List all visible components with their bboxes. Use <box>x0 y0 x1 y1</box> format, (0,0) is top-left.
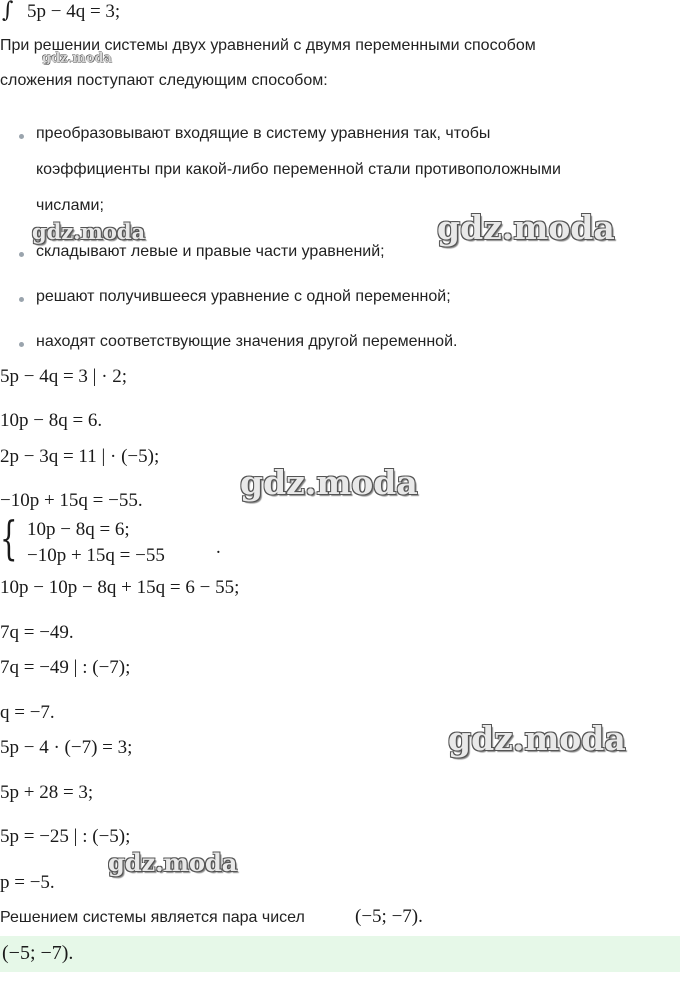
answer-value: (−5; −7). <box>2 942 74 964</box>
intro-line-2: сложения поступают следующим способом: <box>0 72 328 89</box>
bullet-2: складывают левые и правые части уравнений; <box>36 243 385 260</box>
math-line-6: 7q = −49. <box>0 622 74 643</box>
bullet-icon <box>19 297 24 302</box>
bullet-1-line-1: преобразовывают входящие в систему уравнения так, чтобы <box>36 125 491 142</box>
math-line-1: 5p − 4q = 3 | · 2; <box>0 366 128 387</box>
system-brace: { <box>0 511 18 565</box>
math-line-4: −10p + 15q = −55. <box>0 490 143 511</box>
math-line-8: q = −7. <box>0 702 55 723</box>
bullet-icon <box>19 252 24 257</box>
bullet-1-line-3: числами; <box>36 197 104 214</box>
watermark-logo: gdz.moda <box>437 208 615 247</box>
watermark-logo: gdz.moda <box>240 463 418 502</box>
watermark-logo: gdz.moda <box>42 51 113 66</box>
system-eq-1: 10p − 8q = 6; <box>27 519 130 540</box>
math-line-3: 2p − 3q = 11 | · (−5); <box>0 446 160 467</box>
equation-top: 5p − 4q = 3; <box>27 1 121 22</box>
math-line-5: 10p − 10p − 8q + 15q = 6 − 55; <box>0 577 240 598</box>
bullet-1-line-2: коэффициенты при какой-либо переменной стали противоположными <box>36 161 561 178</box>
bullet-icon <box>19 342 24 347</box>
system-eq-2: −10p + 15q = −55 <box>27 545 165 566</box>
system-dot: . <box>216 537 221 558</box>
math-line-11: 5p = −25 | : (−5); <box>0 826 131 847</box>
watermark-logo: gdz.moda <box>448 719 626 758</box>
math-line-12: p = −5. <box>0 872 55 893</box>
bullet-3: решают получившееся уравнение с одной переменной; <box>36 288 451 305</box>
math-line-10: 5p + 28 = 3; <box>0 782 94 803</box>
math-line-2: 10p − 8q = 6. <box>0 410 103 431</box>
brace-fragment: ∫ <box>2 0 14 23</box>
intro-line-1: При решении системы двух уравнений с двумя переменными способом <box>0 37 536 54</box>
watermark-logo: gdz.moda <box>32 219 146 244</box>
math-line-9: 5p − 4 · (−7) = 3; <box>0 737 133 758</box>
solution-pair: (−5; −7). <box>355 906 423 927</box>
bullet-icon <box>19 134 24 139</box>
answer-box <box>0 936 680 972</box>
math-line-7: 7q = −49 | : (−7); <box>0 657 131 678</box>
bullet-4: находят соответствующие значения другой переменной. <box>36 333 458 350</box>
solution-text: Решением системы является пара чисел <box>0 909 305 926</box>
watermark-logo: gdz.moda <box>108 848 238 877</box>
